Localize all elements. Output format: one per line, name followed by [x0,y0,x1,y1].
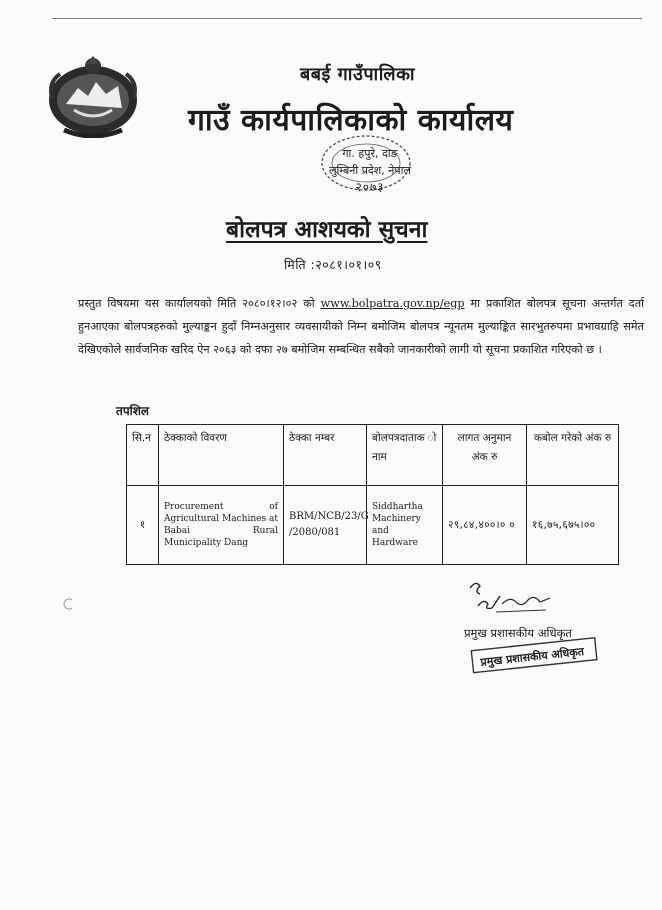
top-rule [52,18,642,19]
body-text-part-2: मा प्रकाशित बोलपत्र सूचना अन्तर्गत दर्ता हुनआएका बोलपत्रहरुको मुल्याङ्कन हुदाँ निम्नअनुसार व्यवसायीको निम्न बमोजिम बोलपत्र न्यूनतम मुल्याङ्कित सारभुतरुपमा प्रभावग्राहि समेत देखिएकोले सार्वजनिक खरिद ऐन २०६३ को दफा २७ बमोजिम सम्बन्धित सबैको जानकारीको लागी यो सूचना प्रकाशित गरिएको छ । [78,297,645,356]
cell-contract-no: BRM/NCB/23/G /2080/081 [284,486,367,565]
cell-sn: १ [127,486,159,565]
established-year: २०७३ [355,180,385,194]
details-heading: तपशिल [116,404,150,418]
officer-seal-text: प्रमुख प्रशासकीय अधिकृत [479,645,585,669]
cell-bid-amount: १६,७५,६७५।०० [527,486,619,565]
nepal-emblem-icon [44,52,142,138]
column-header-contract-no: ठेक्का नम्बर [284,425,367,486]
notice-date: मिति :२०८१।०१।०९ [284,257,382,272]
body-text-part-1: प्रस्तुत विषयमा यस कार्यालयको मिति २०८०।१२।०२ को [78,297,321,310]
column-header-estimate: लागत अनुमान अंक रु [443,425,527,486]
address-line-1: गा. हपुरे, दाङ [342,147,398,160]
column-header-bidder: बोलपत्रदाताक ो नाम [367,425,443,486]
bolpatra-link[interactable]: www.bolpatra.gov.np/egp [320,297,465,310]
signatory-title: प्रमुख प्रशासकीय अधिकृत [464,626,572,640]
office-address [300,145,440,196]
notice-body [78,292,644,361]
cell-bidder: Siddhartha Machinery and Hardware [367,486,443,565]
punch-hole-mark [62,598,74,610]
signature-icon [466,578,556,618]
column-header-sn: सि.न [127,425,159,486]
cell-estimate: २९,८४,४००।० ० [443,486,527,565]
office-name: गाउँ कार्यपालिकाको कार्यालय [188,103,514,138]
municipality-name: बबई गाउँपालिका [300,64,416,85]
cell-description: Procurement of Agricultural Machines at Babai Rural Municipality Dang [159,486,284,565]
tender-table [126,424,619,565]
notice-title: बोलपत्र आशयको सुचना [226,217,428,243]
table-row [127,486,619,565]
address-line-2: लुम्बिनी प्रदेश, नेपाल [329,164,411,177]
column-header-bid-amount: कबोल गरेको अंक रु [527,425,619,486]
officer-seal-stamp [466,634,606,674]
column-header-description: ठेक्काको विवरण [159,425,284,486]
table-header-row [127,425,619,486]
